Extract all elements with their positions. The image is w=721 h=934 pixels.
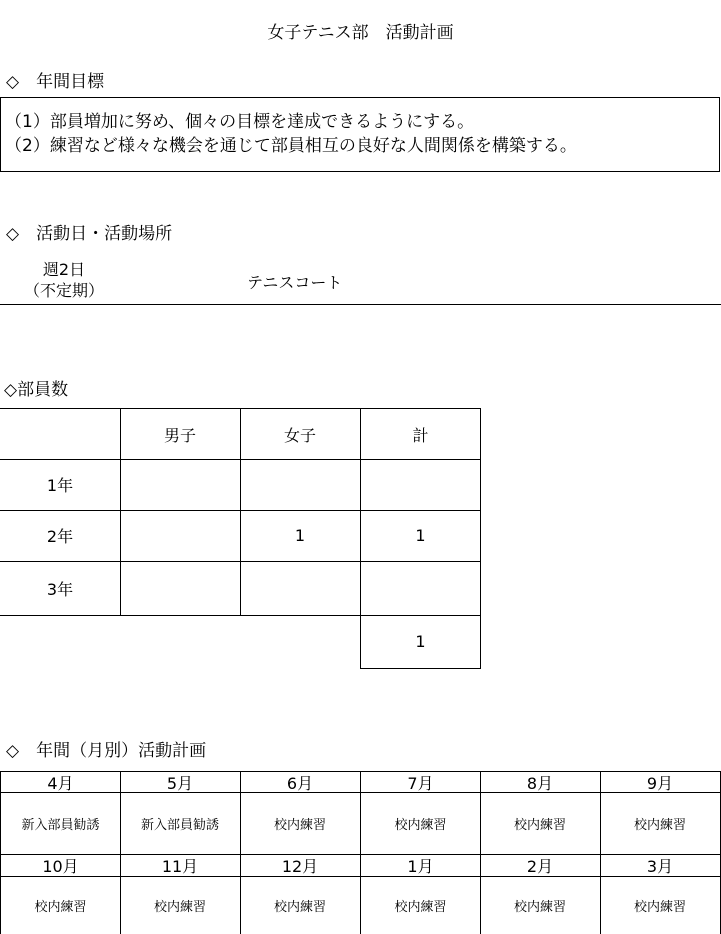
grade-label: 3年 (0, 561, 121, 616)
month-plan: 新入部員勧誘 (120, 793, 241, 855)
month-plan: 校内練習 (480, 877, 601, 934)
activity-place: テニスコート (247, 273, 343, 292)
month-label: 11月 (120, 855, 241, 877)
month-plan: 校内練習 (0, 877, 121, 934)
goal-item-1: （1）部員増加に努め、個々の目標を達成できるようにする。 (5, 112, 475, 132)
total-count (360, 459, 481, 511)
female-count: 1 (240, 510, 361, 562)
members-table (0, 408, 482, 670)
male-count (120, 459, 241, 511)
goal-item-2: （2）練習など様々な機会を通じて部員相互の良好な人間関係を構築する。 (5, 136, 577, 156)
monthly-table (0, 771, 721, 934)
female-count (240, 459, 361, 511)
month-label: 7月 (360, 771, 481, 793)
members-heading: ◇部員数 (4, 380, 69, 400)
month-plan: 校内練習 (120, 877, 241, 934)
month-label: 10月 (0, 855, 121, 877)
monthly-heading: ◇ 年間（月別）活動計画 (6, 741, 207, 761)
month-label: 5月 (120, 771, 241, 793)
month-plan: 校内練習 (480, 793, 601, 855)
total-count: 1 (360, 510, 481, 562)
month-plan: 校内練習 (600, 877, 721, 934)
members-header-blank (0, 408, 121, 460)
month-plan: 校内練習 (360, 877, 481, 934)
month-label: 3月 (600, 855, 721, 877)
male-count (120, 561, 241, 616)
frequency-note: （不定期） (23, 281, 104, 300)
frequency-days: 週2日 (42, 260, 86, 279)
activity-heading: ◇ 活動日・活動場所 (6, 224, 173, 244)
female-count (240, 561, 361, 616)
month-label: 8月 (480, 771, 601, 793)
month-plan: 校内練習 (360, 793, 481, 855)
month-label: 1月 (360, 855, 481, 877)
month-label: 6月 (240, 771, 361, 793)
page-title: 女子テニス部 活動計画 (267, 23, 454, 43)
total-count (360, 561, 481, 616)
month-label: 2月 (480, 855, 601, 877)
month-plan: 校内練習 (240, 793, 361, 855)
male-count (120, 510, 241, 562)
activity-frequency (14, 259, 114, 301)
grand-total: 1 (360, 615, 481, 669)
members-header-total: 計 (360, 408, 481, 460)
grade-label: 2年 (0, 510, 121, 562)
month-plan: 校内練習 (600, 793, 721, 855)
grade-label: 1年 (0, 459, 121, 511)
goals-heading: ◇ 年間目標 (6, 72, 105, 92)
month-plan: 校内練習 (240, 877, 361, 934)
month-label: 4月 (0, 771, 121, 793)
goals-box (0, 97, 720, 172)
month-plan: 新入部員勧誘 (0, 793, 121, 855)
month-label: 9月 (600, 771, 721, 793)
members-header-female: 女子 (240, 408, 361, 460)
month-label: 12月 (240, 855, 361, 877)
divider (0, 304, 721, 305)
members-header-male: 男子 (120, 408, 241, 460)
